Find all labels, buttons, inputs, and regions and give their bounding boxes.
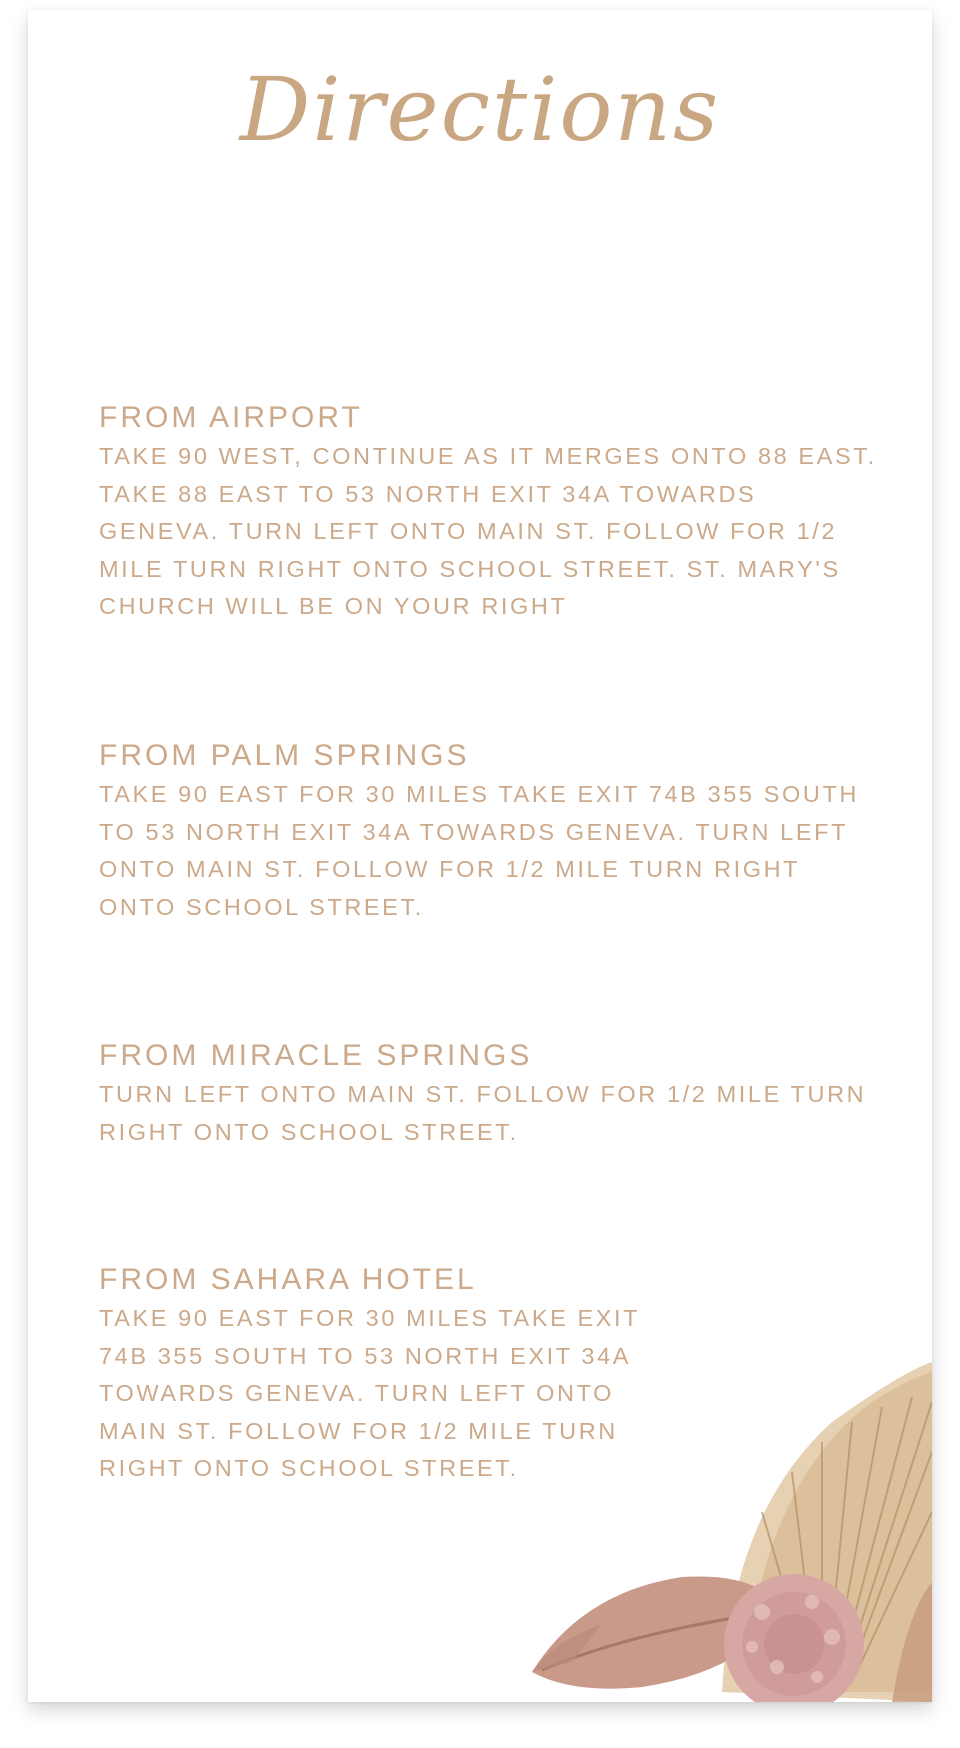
section-heading: FROM SAHARA HOTEL: [99, 1263, 477, 1296]
section-heading: FROM AIRPORT: [99, 401, 363, 434]
section-body: TAKE 90 WEST, CONTINUE AS IT MERGES ONTO 88 EAST. TAKE 88 EAST TO 53 NORTH EXIT 34A TOWARDS GENEVA. TURN LEFT ONTO MAIN ST. FOLLOW FOR 1/2 MILE TURN RIGHT ONTO SCHOOL STREET. ST. MARY'S CHURCH WILL BE ON YOUR RIGHT: [99, 443, 877, 619]
section-body: TAKE 90 EAST FOR 30 MILES TAKE EXIT 74B 355 SOUTH TO 53 NORTH EXIT 34A TOWARDS GENEVA. TURN LEFT ONTO MAIN ST. FOLLOW FOR 1/2 MILE TURN RIGHT ONTO SCHOOL STREET.: [99, 781, 859, 920]
section-body: TAKE 90 EAST FOR 30 MILES TAKE EXIT 74B 355 SOUTH TO 53 NORTH EXIT 34A TOWARDS GENEVA. TURN LEFT ONTO MAIN ST. FOLLOW FOR 1/2 MILE TURN RIGHT ONTO SCHOOL STREET.: [99, 1305, 640, 1481]
section-heading: FROM MIRACLE SPRINGS: [99, 1039, 533, 1072]
page-title: Directions: [239, 58, 721, 161]
direction-section-palm-springs: [99, 736, 879, 926]
direction-section-miracle-springs: [99, 1036, 899, 1151]
directions-card: [28, 10, 932, 1702]
section-body: TURN LEFT ONTO MAIN ST. FOLLOW FOR 1/2 MILE TURN RIGHT ONTO SCHOOL STREET.: [99, 1081, 867, 1145]
dried-floral-arrangement-icon: [512, 1362, 932, 1702]
direction-section-airport: [99, 398, 879, 626]
section-heading: FROM PALM SPRINGS: [99, 739, 470, 772]
